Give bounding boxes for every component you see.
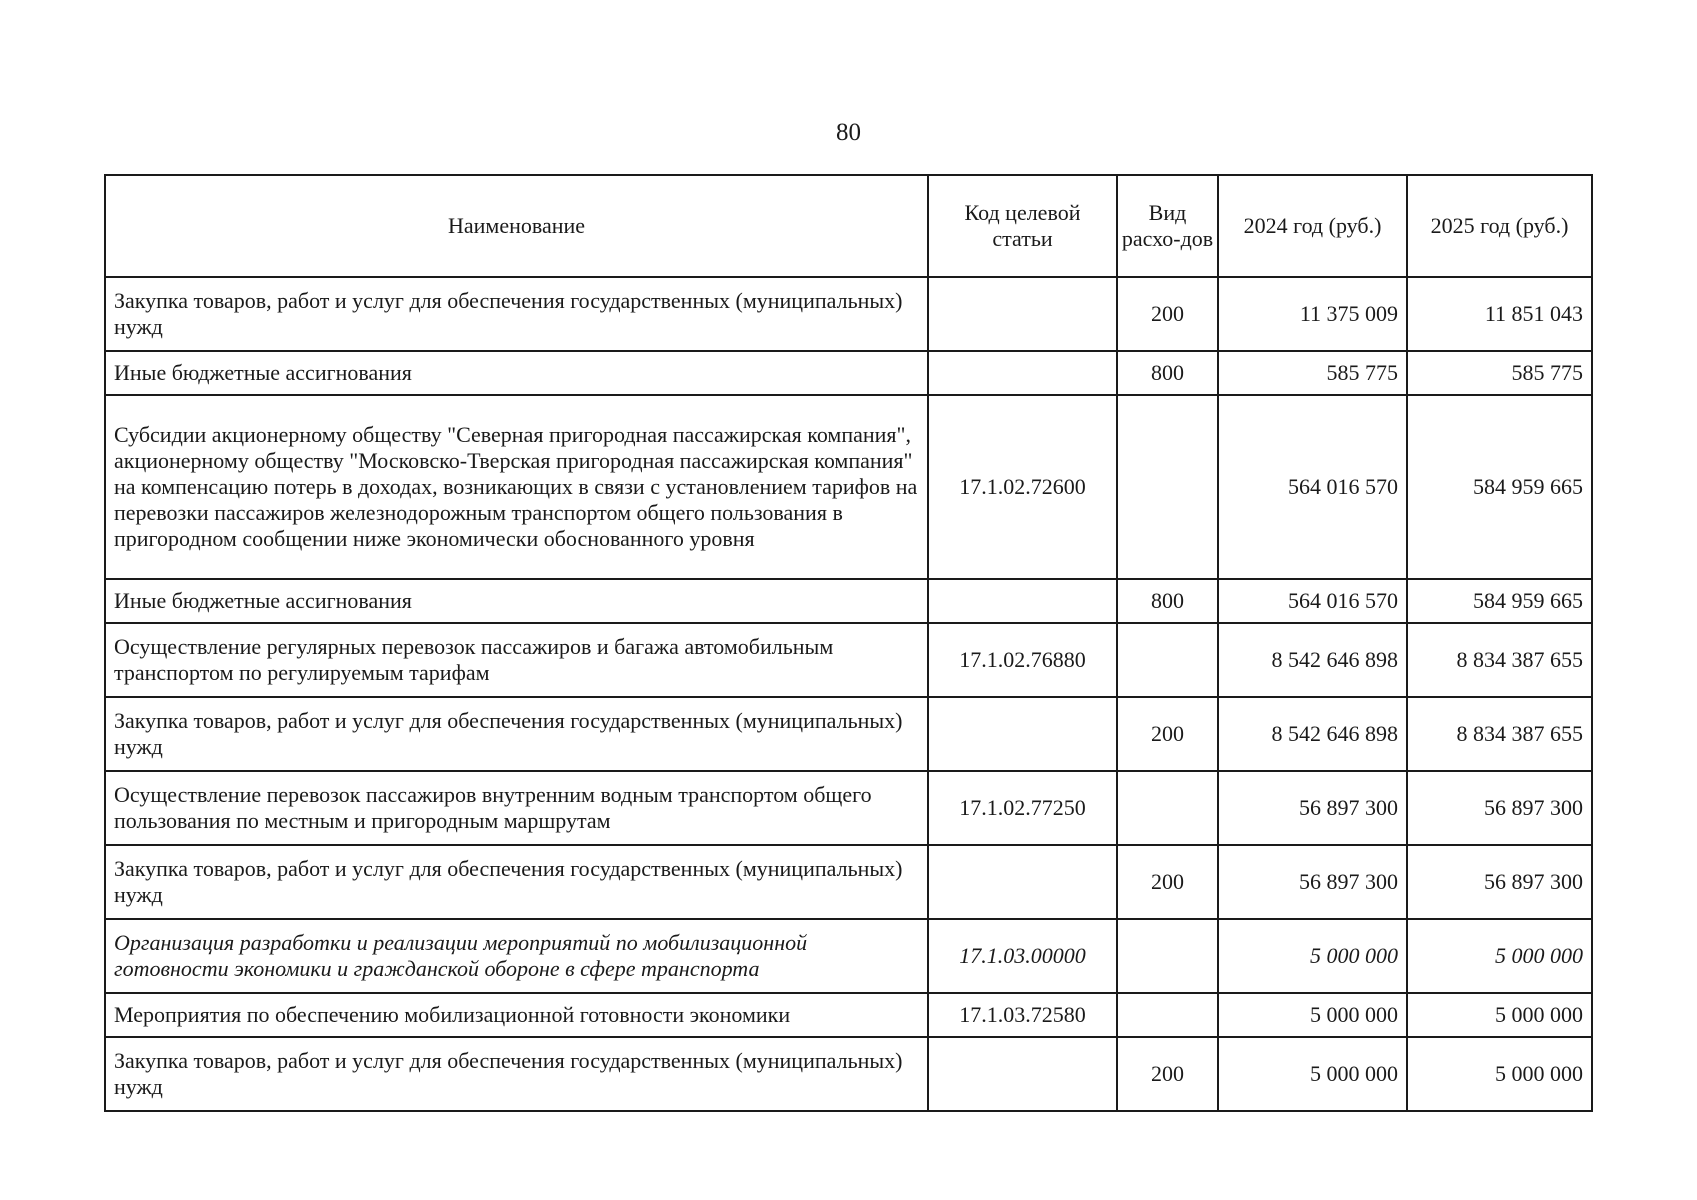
row-amount-2024-cell: 5 000 000 — [1218, 1037, 1407, 1111]
row-name-cell: Закупка товаров, работ и услуг для обеспечения государственных (муниципальных) нужд — [105, 845, 928, 919]
table-row — [105, 351, 1592, 395]
row-amount-2024-cell: 5 000 000 — [1218, 993, 1407, 1037]
table-row — [105, 579, 1592, 623]
header-year-2024 — [1218, 175, 1407, 277]
table-row — [105, 845, 1592, 919]
row-name-cell: Субсидии акционерному обществу "Северная пригородная пассажирская компания", акционерному обществу "Московско-Тверская пригородная пассажирская компания" на компенсацию потерь в доходах, возникающих в связи с установлением тарифов на перевозки пассажиров железнодорожным транспортом общего пользования в пригородном сообщении ниже экономически обоснованного уровня — [105, 395, 928, 579]
row-type-cell — [1117, 395, 1218, 579]
row-code-cell: 17.1.02.77250 — [928, 771, 1117, 845]
row-code-cell — [928, 697, 1117, 771]
row-name-cell: Мероприятия по обеспечению мобилизационной готовности экономики — [105, 993, 928, 1037]
row-amount-2024-cell: 8 542 646 898 — [1218, 623, 1407, 697]
row-name-cell: Закупка товаров, работ и услуг для обеспечения государственных (муниципальных) нужд — [105, 1037, 928, 1111]
row-amount-2024-cell: 56 897 300 — [1218, 845, 1407, 919]
row-amount-2025-cell: 11 851 043 — [1407, 277, 1592, 351]
row-name-cell: Иные бюджетные ассигнования — [105, 579, 928, 623]
header-year-2025 — [1407, 175, 1592, 277]
header-year-2025-label: 2025 год (руб.) — [1430, 213, 1569, 238]
row-amount-2025-cell: 585 775 — [1407, 351, 1592, 395]
row-amount-2025-cell: 5 000 000 — [1407, 993, 1592, 1037]
row-amount-2025-cell: 584 959 665 — [1407, 579, 1592, 623]
row-code-cell: 17.1.03.00000 — [928, 919, 1117, 993]
row-amount-2024-cell: 56 897 300 — [1218, 771, 1407, 845]
row-name-cell: Осуществление регулярных перевозок пассажиров и багажа автомобильным транспортом по регулируемым тарифам — [105, 623, 928, 697]
table-row — [105, 993, 1592, 1037]
row-type-cell: 200 — [1117, 277, 1218, 351]
row-amount-2025-cell: 8 834 387 655 — [1407, 623, 1592, 697]
row-type-cell — [1117, 919, 1218, 993]
row-code-cell — [928, 845, 1117, 919]
row-code-cell: 17.1.03.72580 — [928, 993, 1117, 1037]
table-row — [105, 919, 1592, 993]
table-row — [105, 771, 1592, 845]
row-amount-2024-cell: 564 016 570 — [1218, 579, 1407, 623]
row-code-cell — [928, 1037, 1117, 1111]
row-type-cell: 800 — [1117, 351, 1218, 395]
row-amount-2024-cell: 585 775 — [1218, 351, 1407, 395]
row-amount-2024-cell: 8 542 646 898 — [1218, 697, 1407, 771]
row-amount-2025-cell: 8 834 387 655 — [1407, 697, 1592, 771]
row-amount-2024-cell: 5 000 000 — [1218, 919, 1407, 993]
header-year-2024-label: 2024 год (руб.) — [1243, 213, 1382, 238]
row-type-cell: 800 — [1117, 579, 1218, 623]
row-code-cell: 17.1.02.76880 — [928, 623, 1117, 697]
table-row — [105, 697, 1592, 771]
row-amount-2025-cell: 5 000 000 — [1407, 919, 1592, 993]
header-type-label: Вид расхо-дов — [1121, 200, 1214, 251]
header-name-label: Наименование — [447, 213, 586, 238]
row-name-cell: Закупка товаров, работ и услуг для обеспечения государственных (муниципальных) нужд — [105, 277, 928, 351]
table-body — [105, 277, 1592, 1111]
row-type-cell — [1117, 993, 1218, 1037]
row-amount-2024-cell: 11 375 009 — [1218, 277, 1407, 351]
table-row — [105, 277, 1592, 351]
row-code-cell — [928, 579, 1117, 623]
page-number: 80 — [836, 119, 861, 146]
row-amount-2024-cell: 564 016 570 — [1218, 395, 1407, 579]
row-type-cell: 200 — [1117, 697, 1218, 771]
row-amount-2025-cell: 56 897 300 — [1407, 845, 1592, 919]
row-code-cell — [928, 277, 1117, 351]
table-row — [105, 395, 1592, 579]
header-code — [928, 175, 1117, 277]
row-name-cell: Организация разработки и реализации мероприятий по мобилизационной готовности экономики и гражданской обороне в сфере транспорта — [105, 919, 928, 993]
row-amount-2025-cell: 56 897 300 — [1407, 771, 1592, 845]
budget-table — [104, 174, 1593, 1112]
row-amount-2025-cell: 5 000 000 — [1407, 1037, 1592, 1111]
table-row — [105, 1037, 1592, 1111]
row-name-cell: Осуществление перевозок пассажиров внутренним водным транспортом общего пользования по местным и пригородным маршрутам — [105, 771, 928, 845]
header-name — [105, 175, 928, 277]
row-name-cell: Иные бюджетные ассигнования — [105, 351, 928, 395]
header-type — [1117, 175, 1218, 277]
row-type-cell — [1117, 771, 1218, 845]
row-name-cell: Закупка товаров, работ и услуг для обеспечения государственных (муниципальных) нужд — [105, 697, 928, 771]
header-code-label: Код целевой статьи — [964, 200, 1081, 251]
table-header — [105, 175, 1592, 277]
row-type-cell: 200 — [1117, 845, 1218, 919]
row-type-cell — [1117, 623, 1218, 697]
row-code-cell: 17.1.02.72600 — [928, 395, 1117, 579]
row-type-cell: 200 — [1117, 1037, 1218, 1111]
row-code-cell — [928, 351, 1117, 395]
table-row — [105, 623, 1592, 697]
row-amount-2025-cell: 584 959 665 — [1407, 395, 1592, 579]
